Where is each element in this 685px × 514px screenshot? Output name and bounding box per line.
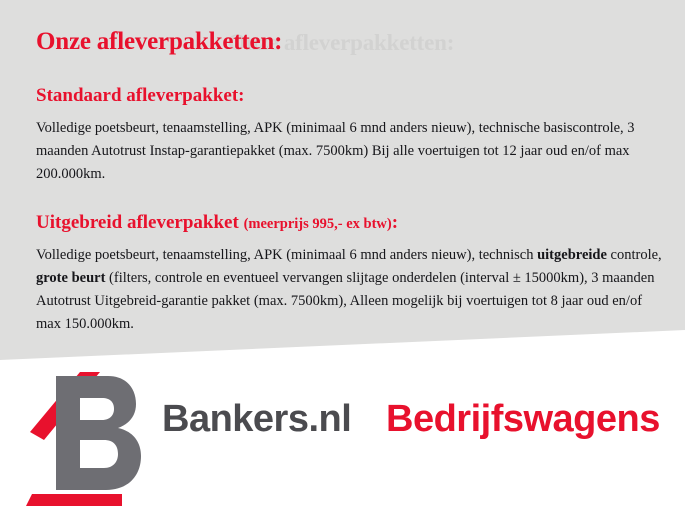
body-text-bold-2: grote beurt	[36, 270, 106, 286]
page-title: Onze afleverpakketten:	[36, 28, 283, 55]
body-text-part-3: (filters, controle en eventueel vervangen slijtage onderdelen (interval ± 15000km), 3 maanden Autotrust Uitgebreid-garantie pakket (max. 7500km), Alleen mogelijk bij voertuigen tot 8 jaar oud en/of max 150.000km.	[36, 270, 655, 332]
body-text-bold-1: uitgebreide	[537, 247, 607, 263]
section-heading-uitgebreid-sub: (meerprijs 995,- ex btw)	[243, 216, 392, 232]
brand-name: Bankers.nl	[162, 398, 352, 440]
section-body-standaard: Volledige poetsbeurt, tenaamstelling, APK (minimaal 6 mnd anders nieuw), technische basiscontrole, 3 maanden Autotrust Instap-garantiepakket (max. 7500km) Bij alle voertuigen tot 12 jaar oud en/of max 200.000km.	[36, 120, 635, 182]
section-heading-uitgebreid-main: Uitgebreid afleverpakket	[36, 212, 239, 233]
section-heading-uitgebreid	[36, 212, 398, 234]
logo-block	[22, 366, 667, 506]
brand-category: Bedrijfswagens	[386, 398, 660, 440]
title-shadow-text: Onze afleverpakketten:	[228, 30, 455, 55]
section-body-uitgebreid	[36, 244, 666, 336]
section-heading-uitgebreid-colon: :	[391, 212, 399, 233]
body-text-part-1: Volledige poetsbeurt, tenaamstelling, APK (minimaal 6 mnd anders nieuw), technisch	[36, 247, 538, 263]
bankers-logo-icon	[22, 366, 157, 506]
body-text-part-2: controle,	[606, 247, 662, 263]
section-heading-standaard: Standaard afleverpakket:	[36, 85, 245, 106]
